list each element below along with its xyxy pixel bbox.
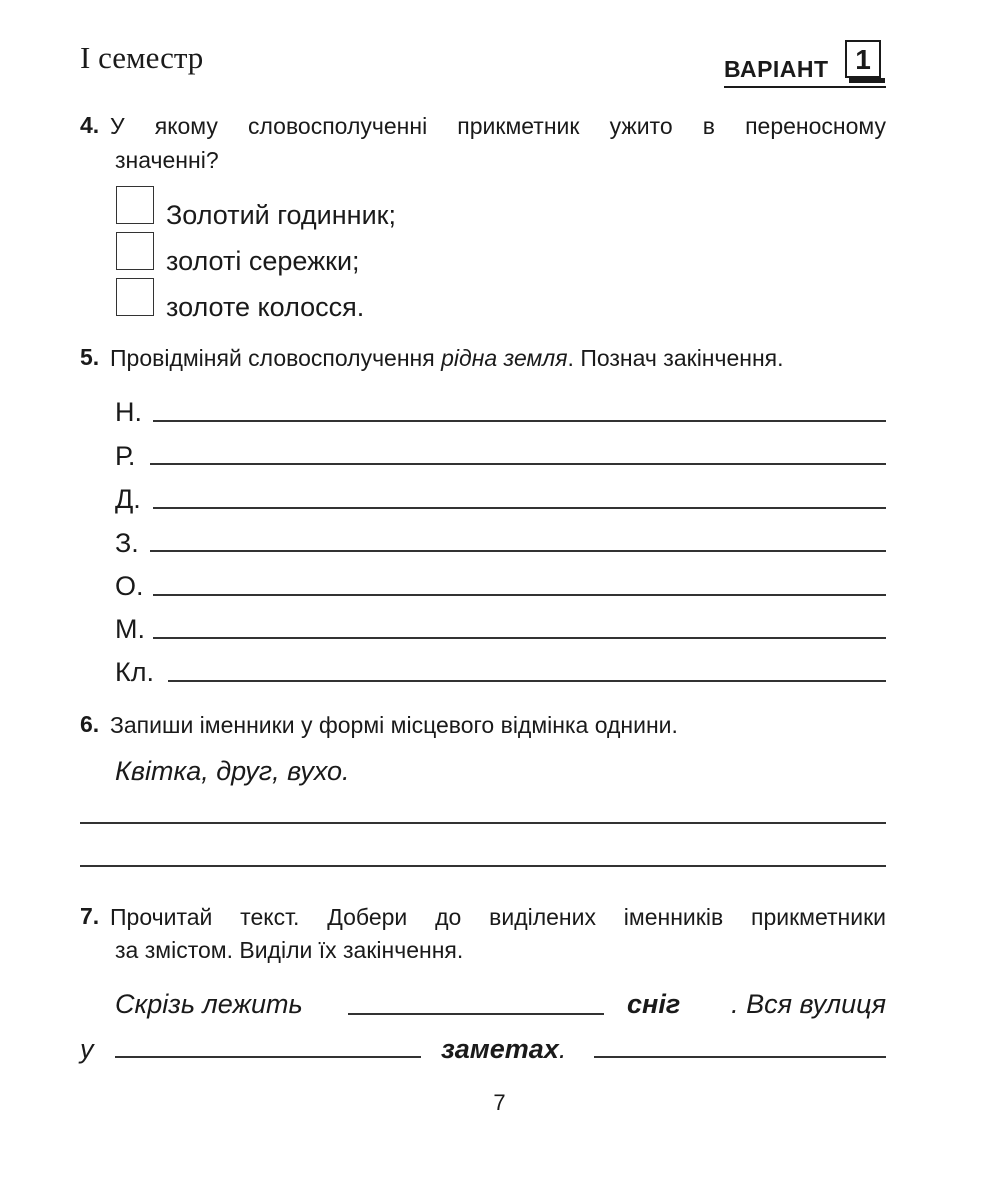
q7-adjective-line[interactable] — [594, 1056, 886, 1058]
case-answer-line[interactable] — [150, 463, 886, 465]
q6-answer-line[interactable] — [80, 865, 886, 867]
q7-after-noun2: . — [558, 1034, 567, 1064]
q4-option-checkbox[interactable] — [116, 278, 154, 316]
case-label: Кл. — [115, 657, 154, 687]
q6-number: 6. — [80, 711, 100, 737]
variant-box-shadow — [849, 78, 885, 83]
page-number: 7 — [493, 1090, 506, 1115]
q7-number: 7. — [80, 903, 100, 929]
case-answer-line[interactable] — [168, 680, 886, 682]
q7-text-line1: Прочитай текст. Добери до виділених іменників прикметники — [110, 904, 886, 930]
case-label: Р. — [115, 441, 136, 471]
q7-after-noun1: . Вся вулиця — [731, 989, 886, 1019]
q4-option-checkbox[interactable] — [116, 186, 154, 224]
q4-option-label: Золотий годинник; — [166, 200, 396, 230]
q7-noun1: сніг — [627, 989, 681, 1019]
q5-text-after: . Познач закінчення. — [567, 345, 784, 371]
case-label: Н. — [115, 397, 142, 427]
q7-sentence-middle — [627, 989, 680, 1020]
case-label: О. — [115, 571, 144, 601]
case-answer-line[interactable] — [153, 507, 886, 509]
case-answer-line[interactable] — [153, 420, 886, 422]
q4-option-label: золоте колосся. — [166, 292, 365, 322]
q4-text-line1: У якому словосполученні прикметник ужито в переносному — [110, 113, 886, 139]
q5-text — [110, 341, 784, 375]
q5-number: 5. — [80, 344, 100, 370]
q7-adjective-line[interactable] — [115, 1056, 421, 1058]
q6-text: Запиши іменники у формі місцевого відмінка однини. — [110, 712, 678, 738]
case-label: Д. — [115, 484, 141, 514]
case-answer-line[interactable] — [153, 594, 886, 596]
semester-label: І семестр — [80, 40, 204, 75]
q4-text-line2: значенні? — [115, 147, 219, 173]
case-label: З. — [115, 528, 139, 558]
case-answer-line[interactable] — [153, 637, 886, 639]
case-answer-line[interactable] — [150, 550, 886, 552]
q7-text-line2: за змістом. Виділи їх закінчення. — [115, 937, 464, 963]
q7-noun2: заметах — [441, 1034, 559, 1064]
q7-sentence-start: Скрізь лежить — [115, 989, 303, 1019]
q7-preposition: у — [80, 1034, 94, 1064]
variant-label: ВАРІАНТ — [724, 56, 829, 82]
q4-number: 4. — [80, 112, 100, 138]
case-label: М. — [115, 614, 145, 644]
q6-words: Квітка, друг, вухо. — [115, 756, 350, 786]
q7-adjective-line[interactable] — [348, 1013, 604, 1015]
q7-sentence-end — [441, 1034, 566, 1065]
q5-phrase: рідна земля — [441, 345, 568, 371]
q4-option-checkbox[interactable] — [116, 232, 154, 270]
variant-number-badge: 1 — [845, 40, 881, 78]
q6-answer-line[interactable] — [80, 822, 886, 824]
q5-text-before: Провідміняй словосполучення — [110, 345, 442, 371]
header-rule — [724, 86, 886, 88]
q4-option-label: золоті сережки; — [166, 246, 360, 276]
